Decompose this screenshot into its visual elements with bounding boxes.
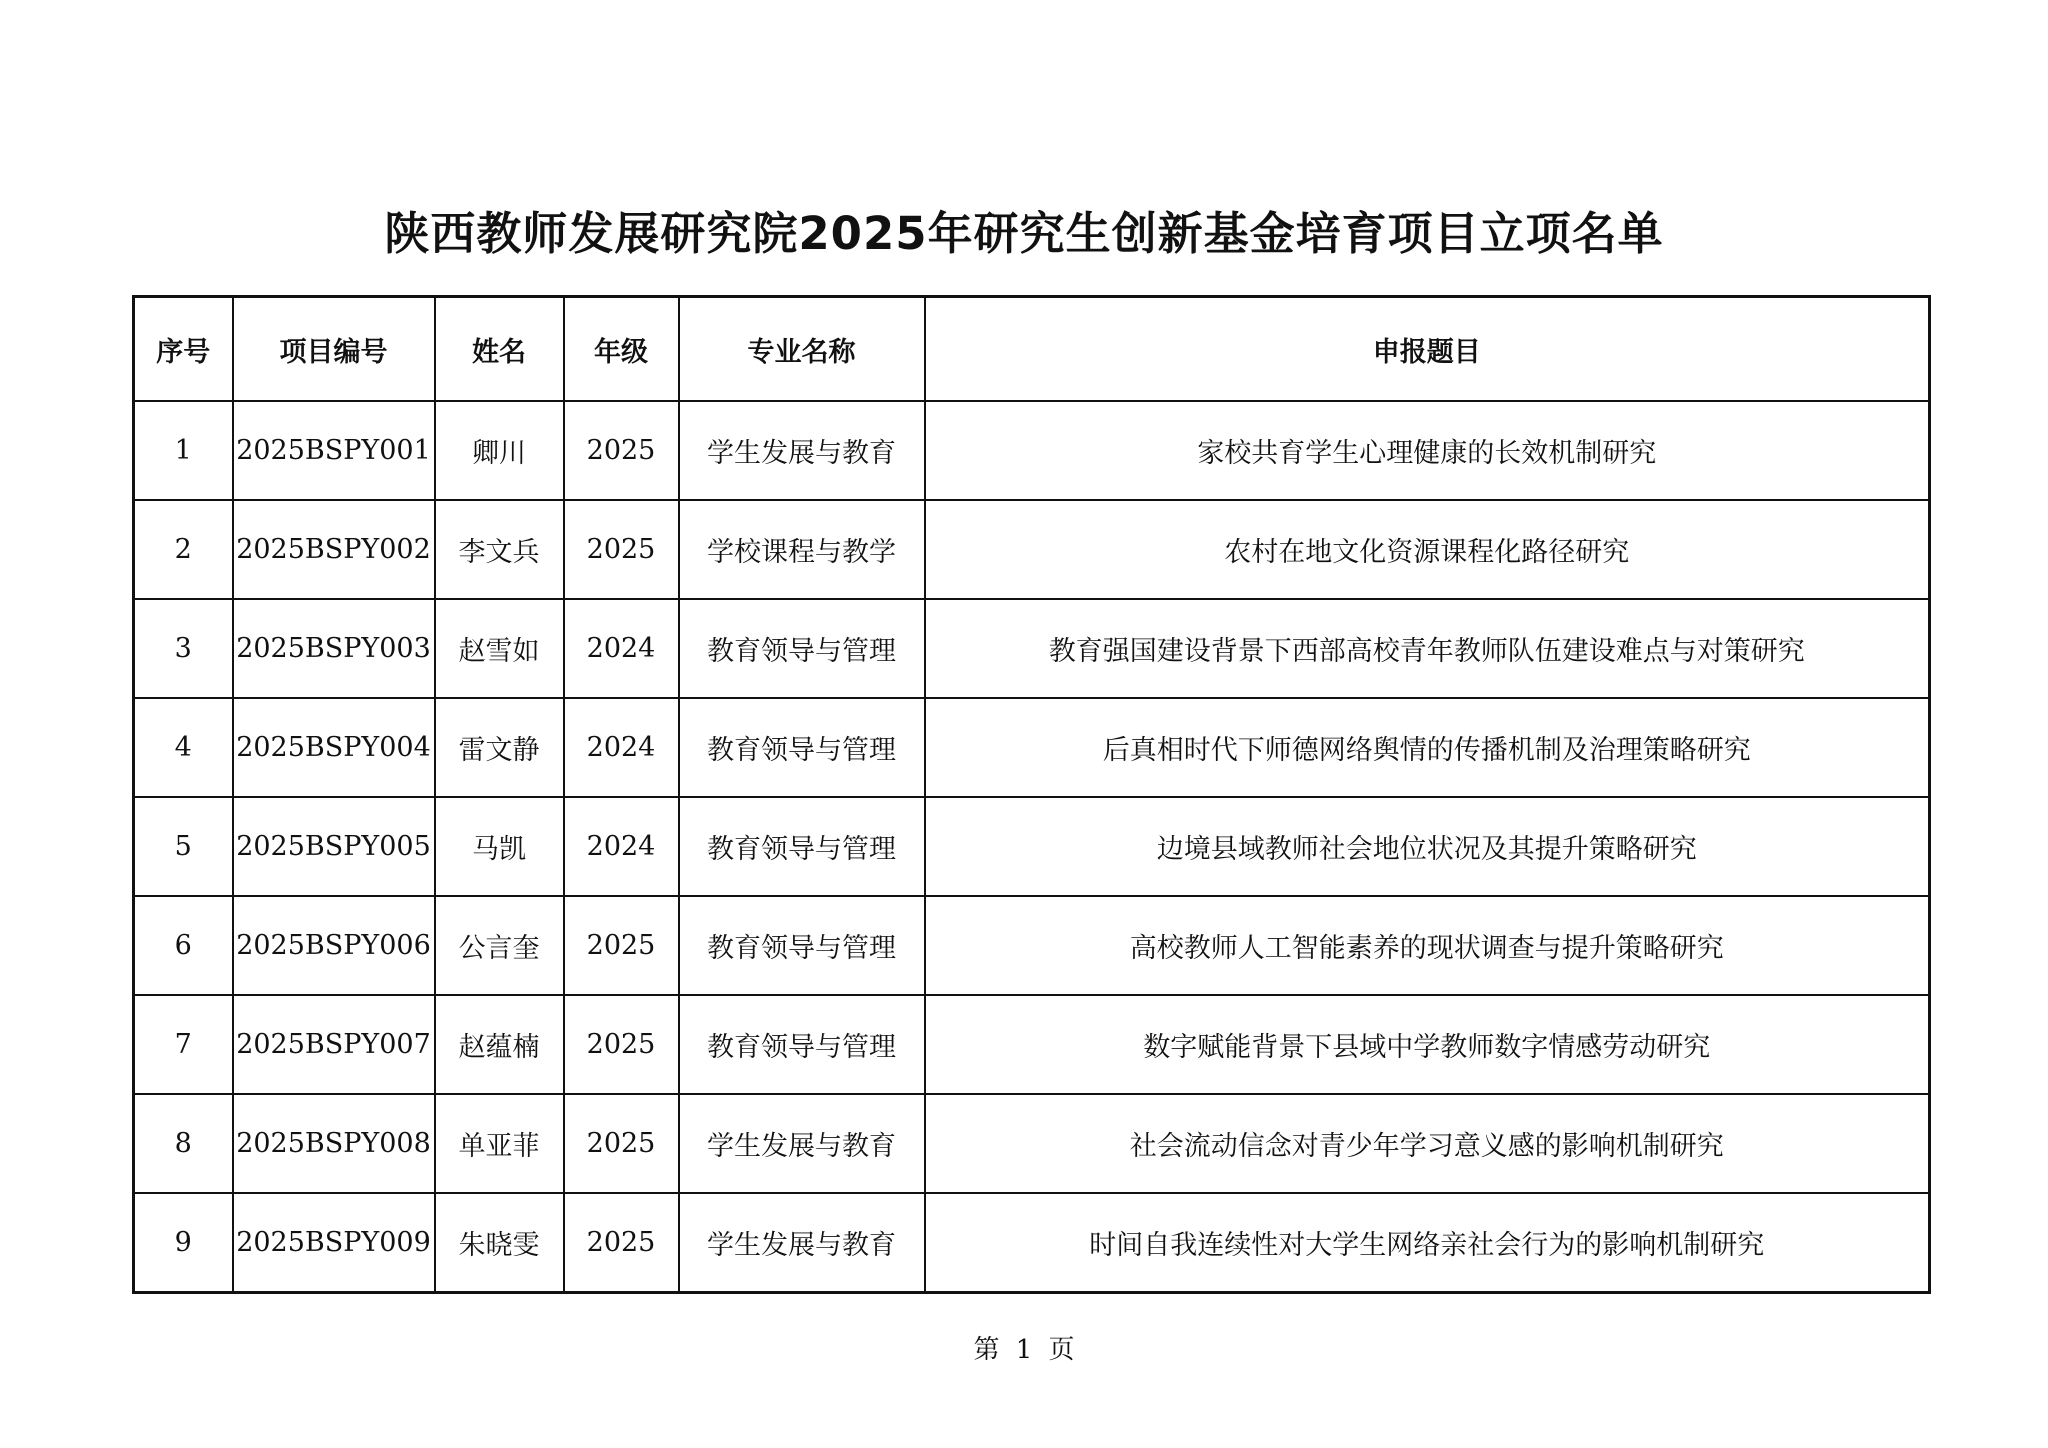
table-row bbox=[134, 500, 1930, 599]
cell-major: 学生发展与教育 bbox=[679, 401, 925, 500]
table-row bbox=[134, 797, 1930, 896]
header-major: 专业名称 bbox=[679, 297, 925, 402]
cell-serial-number: 4 bbox=[134, 698, 233, 797]
table-row bbox=[134, 995, 1930, 1094]
header-serial-number: 序号 bbox=[134, 297, 233, 402]
cell-grade: 2024 bbox=[564, 599, 679, 698]
cell-major: 学校课程与教学 bbox=[679, 500, 925, 599]
header-name: 姓名 bbox=[435, 297, 564, 402]
cell-project-number: 2025BSPY002 bbox=[233, 500, 435, 599]
cell-grade: 2025 bbox=[564, 896, 679, 995]
cell-topic: 数字赋能背景下县域中学教师数字情感劳动研究 bbox=[925, 995, 1930, 1094]
cell-topic: 时间自我连续性对大学生网络亲社会行为的影响机制研究 bbox=[925, 1193, 1930, 1293]
cell-name: 雷文静 bbox=[435, 698, 564, 797]
table-row bbox=[134, 896, 1930, 995]
cell-grade: 2025 bbox=[564, 1193, 679, 1293]
cell-project-number: 2025BSPY005 bbox=[233, 797, 435, 896]
cell-project-number: 2025BSPY001 bbox=[233, 401, 435, 500]
cell-serial-number: 1 bbox=[134, 401, 233, 500]
cell-project-number: 2025BSPY004 bbox=[233, 698, 435, 797]
cell-major: 教育领导与管理 bbox=[679, 797, 925, 896]
cell-serial-number: 8 bbox=[134, 1094, 233, 1193]
cell-name: 赵蕴楠 bbox=[435, 995, 564, 1094]
cell-name: 李文兵 bbox=[435, 500, 564, 599]
cell-name: 朱晓雯 bbox=[435, 1193, 564, 1293]
cell-grade: 2025 bbox=[564, 401, 679, 500]
table-row bbox=[134, 1094, 1930, 1193]
page-title: 陕西教师发展研究院2025年研究生创新基金培育项目立项名单 bbox=[384, 207, 1664, 260]
cell-grade: 2024 bbox=[564, 797, 679, 896]
cell-grade: 2025 bbox=[564, 995, 679, 1094]
cell-name: 公言奎 bbox=[435, 896, 564, 995]
cell-major: 教育领导与管理 bbox=[679, 599, 925, 698]
table-row bbox=[134, 599, 1930, 698]
cell-serial-number: 6 bbox=[134, 896, 233, 995]
cell-grade: 2024 bbox=[564, 698, 679, 797]
cell-name: 卿川 bbox=[435, 401, 564, 500]
cell-serial-number: 9 bbox=[134, 1193, 233, 1293]
cell-project-number: 2025BSPY006 bbox=[233, 896, 435, 995]
header-project-number: 项目编号 bbox=[233, 297, 435, 402]
cell-name: 单亚菲 bbox=[435, 1094, 564, 1193]
cell-major: 教育领导与管理 bbox=[679, 896, 925, 995]
cell-serial-number: 7 bbox=[134, 995, 233, 1094]
cell-major: 学生发展与教育 bbox=[679, 1094, 925, 1193]
cell-grade: 2025 bbox=[564, 1094, 679, 1193]
cell-serial-number: 2 bbox=[134, 500, 233, 599]
cell-topic: 后真相时代下师德网络舆情的传播机制及治理策略研究 bbox=[925, 698, 1930, 797]
table-row bbox=[134, 401, 1930, 500]
cell-project-number: 2025BSPY003 bbox=[233, 599, 435, 698]
cell-topic: 高校教师人工智能素养的现状调查与提升策略研究 bbox=[925, 896, 1930, 995]
cell-topic: 教育强国建设背景下西部高校青年教师队伍建设难点与对策研究 bbox=[925, 599, 1930, 698]
project-list-table bbox=[132, 295, 1931, 1294]
cell-serial-number: 5 bbox=[134, 797, 233, 896]
cell-name: 赵雪如 bbox=[435, 599, 564, 698]
cell-major: 教育领导与管理 bbox=[679, 698, 925, 797]
table-header-row bbox=[134, 297, 1930, 402]
cell-project-number: 2025BSPY007 bbox=[233, 995, 435, 1094]
cell-project-number: 2025BSPY009 bbox=[233, 1193, 435, 1293]
header-topic: 申报题目 bbox=[925, 297, 1930, 402]
page-number: 第 1 页 bbox=[973, 1335, 1075, 1365]
cell-topic: 边境县域教师社会地位状况及其提升策略研究 bbox=[925, 797, 1930, 896]
cell-topic: 社会流动信念对青少年学习意义感的影响机制研究 bbox=[925, 1094, 1930, 1193]
cell-grade: 2025 bbox=[564, 500, 679, 599]
cell-topic: 家校共育学生心理健康的长效机制研究 bbox=[925, 401, 1930, 500]
cell-project-number: 2025BSPY008 bbox=[233, 1094, 435, 1193]
cell-major: 学生发展与教育 bbox=[679, 1193, 925, 1293]
table-row bbox=[134, 1193, 1930, 1293]
cell-major: 教育领导与管理 bbox=[679, 995, 925, 1094]
table-row bbox=[134, 698, 1930, 797]
header-grade: 年级 bbox=[564, 297, 679, 402]
cell-name: 马凯 bbox=[435, 797, 564, 896]
cell-topic: 农村在地文化资源课程化路径研究 bbox=[925, 500, 1930, 599]
cell-serial-number: 3 bbox=[134, 599, 233, 698]
